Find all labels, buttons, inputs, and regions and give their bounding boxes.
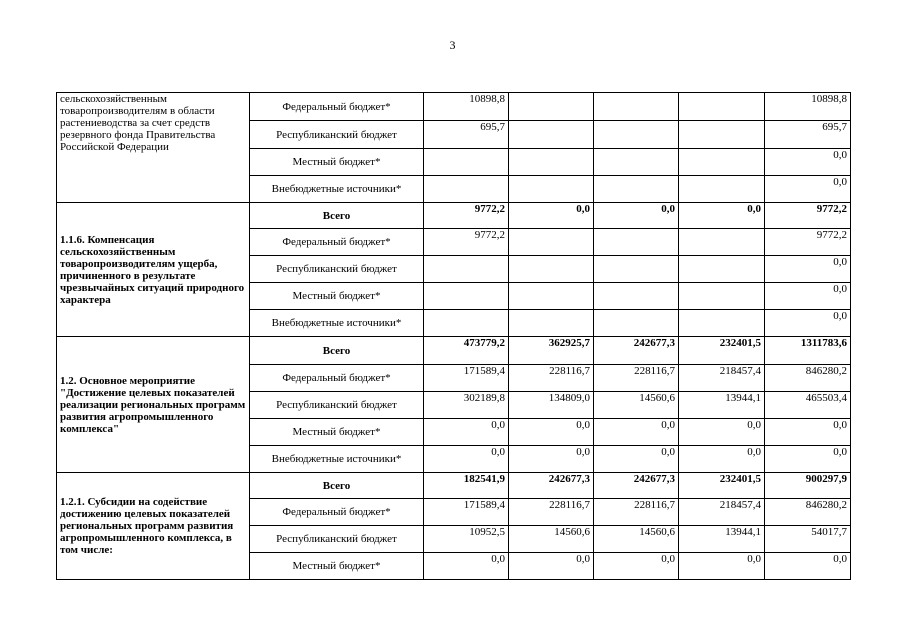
year-value-cell: 0,0 — [509, 446, 594, 473]
year-value-cell: 10898,8 — [424, 93, 509, 121]
year-value-cell: 218457,4 — [679, 365, 765, 392]
total-value-cell: 0,0 — [765, 283, 851, 310]
funding-source: Всего — [250, 473, 424, 499]
year-value-cell: 0,0 — [594, 203, 679, 229]
year-value-cell: 14560,6 — [509, 526, 594, 553]
year-value-cell — [594, 176, 679, 203]
year-value-cell: 242677,3 — [594, 473, 679, 499]
year-value-cell: 171589,4 — [424, 365, 509, 392]
year-value-cell: 0,0 — [679, 553, 765, 580]
total-value-cell: 10898,8 — [765, 93, 851, 121]
funding-source: Федеральный бюджет* — [250, 365, 424, 392]
total-value-cell: 0,0 — [765, 553, 851, 580]
year-value-cell — [679, 229, 765, 256]
total-row — [57, 337, 851, 365]
total-value-cell: 465503,4 — [765, 392, 851, 419]
total-value-cell: 846280,2 — [765, 499, 851, 526]
total-value-cell: 9772,2 — [765, 229, 851, 256]
year-value-cell — [509, 121, 594, 149]
page-number: 3 — [449, 38, 456, 52]
funding-source: Федеральный бюджет* — [250, 499, 424, 526]
activity-description: 1.1.6. Компенсация сельскохозяйственным товаропроизводителям ущерба, причиненного в результате чрезвычайных ситуаций природного характера — [57, 203, 250, 337]
year-value-cell — [594, 229, 679, 256]
year-value-cell — [509, 229, 594, 256]
year-value-cell: 0,0 — [679, 446, 765, 473]
funding-source: Местный бюджет* — [250, 419, 424, 446]
total-value-cell: 846280,2 — [765, 365, 851, 392]
year-value-cell — [509, 176, 594, 203]
year-value-cell — [424, 310, 509, 337]
year-value-cell — [509, 283, 594, 310]
budget-table — [56, 92, 851, 580]
funding-source: Местный бюджет* — [250, 553, 424, 580]
funding-source: Республиканский бюджет — [250, 392, 424, 419]
funding-source: Всего — [250, 337, 424, 365]
year-value-cell: 13944,1 — [679, 526, 765, 553]
year-value-cell: 0,0 — [679, 419, 765, 446]
total-value-cell: 54017,7 — [765, 526, 851, 553]
year-value-cell — [594, 310, 679, 337]
year-value-cell — [594, 93, 679, 121]
year-value-cell: 302189,8 — [424, 392, 509, 419]
year-value-cell — [509, 256, 594, 283]
year-value-cell — [679, 176, 765, 203]
year-value-cell — [424, 149, 509, 176]
year-value-cell — [424, 176, 509, 203]
funding-source: Республиканский бюджет — [250, 526, 424, 553]
year-value-cell — [509, 310, 594, 337]
year-value-cell: 0,0 — [424, 419, 509, 446]
year-value-cell: 171589,4 — [424, 499, 509, 526]
year-value-cell — [594, 283, 679, 310]
year-value-cell — [594, 256, 679, 283]
total-row — [57, 473, 851, 499]
year-value-cell: 242677,3 — [594, 337, 679, 365]
year-value-cell: 9772,2 — [424, 229, 509, 256]
funding-source: Местный бюджет* — [250, 149, 424, 176]
activity-description: 1.2.1. Субсидии на содействие достижению целевых показателей региональных программ развития агропромышленного комплекса, в том числе: — [57, 473, 250, 580]
year-value-cell — [594, 149, 679, 176]
total-value-cell: 0,0 — [765, 176, 851, 203]
year-value-cell: 0,0 — [424, 553, 509, 580]
total-value-cell: 900297,9 — [765, 473, 851, 499]
year-value-cell: 232401,5 — [679, 473, 765, 499]
funding-source: Внебюджетные источники* — [250, 310, 424, 337]
year-value-cell: 695,7 — [424, 121, 509, 149]
funding-source: Внебюджетные источники* — [250, 176, 424, 203]
year-value-cell: 0,0 — [594, 419, 679, 446]
year-value-cell: 228116,7 — [594, 499, 679, 526]
funding-source: Федеральный бюджет* — [250, 229, 424, 256]
total-value-cell: 0,0 — [765, 149, 851, 176]
year-value-cell — [679, 93, 765, 121]
year-value-cell — [509, 149, 594, 176]
year-value-cell: 228116,7 — [509, 365, 594, 392]
year-value-cell — [679, 121, 765, 149]
year-value-cell: 218457,4 — [679, 499, 765, 526]
activity-description: сельскохозяйственным товаропроизводителям в области растениеводства за счет средств резервного фонда Правительства Российской Федерации — [57, 93, 250, 203]
table-row — [57, 93, 851, 121]
total-value-cell: 1311783,6 — [765, 337, 851, 365]
total-row — [57, 203, 851, 229]
funding-source: Республиканский бюджет — [250, 256, 424, 283]
year-value-cell: 14560,6 — [594, 392, 679, 419]
year-value-cell: 10952,5 — [424, 526, 509, 553]
year-value-cell: 134809,0 — [509, 392, 594, 419]
year-value-cell: 232401,5 — [679, 337, 765, 365]
funding-source: Всего — [250, 203, 424, 229]
year-value-cell — [679, 310, 765, 337]
year-value-cell: 182541,9 — [424, 473, 509, 499]
funding-source: Внебюджетные источники* — [250, 446, 424, 473]
total-value-cell: 0,0 — [765, 419, 851, 446]
funding-source: Федеральный бюджет* — [250, 93, 424, 121]
total-value-cell: 9772,2 — [765, 203, 851, 229]
year-value-cell: 0,0 — [594, 553, 679, 580]
year-value-cell: 362925,7 — [509, 337, 594, 365]
year-value-cell: 242677,3 — [509, 473, 594, 499]
total-value-cell: 695,7 — [765, 121, 851, 149]
year-value-cell: 0,0 — [509, 553, 594, 580]
year-value-cell: 13944,1 — [679, 392, 765, 419]
activity-description: 1.2. Основное мероприятие "Достижение целевых показателей реализации региональных программ развития агропромышленного комплекса" — [57, 337, 250, 473]
year-value-cell: 14560,6 — [594, 526, 679, 553]
year-value-cell: 9772,2 — [424, 203, 509, 229]
funding-source: Местный бюджет* — [250, 283, 424, 310]
year-value-cell: 0,0 — [424, 446, 509, 473]
year-value-cell — [509, 93, 594, 121]
year-value-cell: 228116,7 — [509, 499, 594, 526]
year-value-cell: 0,0 — [594, 446, 679, 473]
total-value-cell: 0,0 — [765, 446, 851, 473]
year-value-cell: 0,0 — [679, 203, 765, 229]
year-value-cell — [679, 256, 765, 283]
year-value-cell — [679, 283, 765, 310]
year-value-cell: 228116,7 — [594, 365, 679, 392]
total-value-cell: 0,0 — [765, 310, 851, 337]
funding-source: Республиканский бюджет — [250, 121, 424, 149]
year-value-cell — [424, 256, 509, 283]
year-value-cell: 0,0 — [509, 203, 594, 229]
total-value-cell: 0,0 — [765, 256, 851, 283]
year-value-cell: 473779,2 — [424, 337, 509, 365]
year-value-cell — [679, 149, 765, 176]
year-value-cell — [424, 283, 509, 310]
year-value-cell — [594, 121, 679, 149]
year-value-cell: 0,0 — [509, 419, 594, 446]
